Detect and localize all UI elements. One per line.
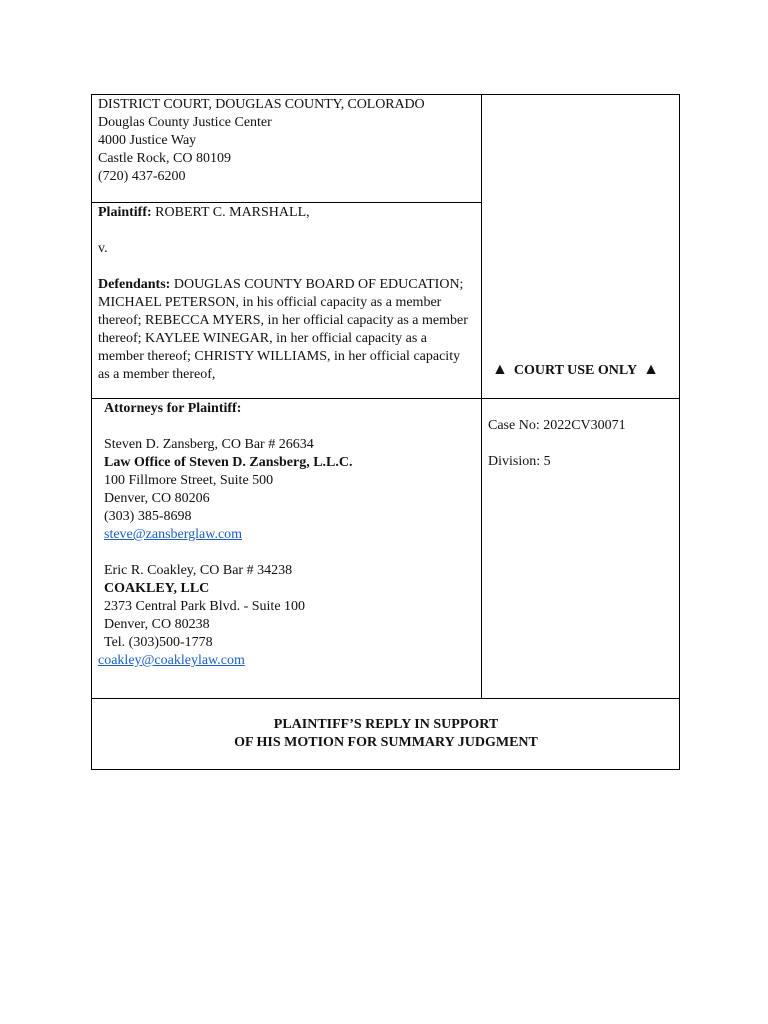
parties-section-divider bbox=[92, 398, 680, 399]
defendants-block bbox=[98, 276, 468, 384]
court-use-text: COURT USE ONLY bbox=[513, 363, 638, 378]
division: Division: 5 bbox=[488, 454, 551, 469]
court-use-only-label bbox=[492, 361, 672, 380]
attorney-2-email-link[interactable]: coakley@coakleylaw.com bbox=[98, 653, 245, 668]
attorney-1-street: 100 Fillmore Street, Suite 500 bbox=[104, 473, 274, 488]
attorney-1-phone: (303) 385-8698 bbox=[104, 509, 192, 524]
title-section-divider bbox=[92, 698, 680, 699]
attorney-1-name: Steven D. Zansberg, CO Bar # 26634 bbox=[104, 437, 314, 452]
plaintiff-line bbox=[98, 204, 476, 222]
defendants-text: DOUGLAS COUNTY BOARD OF EDUCATION; MICHAEL PETERSON, in his official capacity as a member thereof; REBECCA MYERS, in her official capacity as a member thereof; KAYLEE WINEGAR, in her official capacity as a member thereof; CHRISTY WILLIAMS, in her official capacity as a member thereof, bbox=[98, 277, 468, 382]
document-title bbox=[92, 716, 680, 752]
attorney-2-phone: Tel. (303)500-1778 bbox=[104, 635, 213, 650]
document-title-line-1: PLAINTIFF’S REPLY IN SUPPORT bbox=[273, 717, 499, 732]
case-info bbox=[488, 417, 626, 471]
attorney-2-street: 2373 Central Park Blvd. - Suite 100 bbox=[104, 599, 306, 614]
court-street: 4000 Justice Way bbox=[98, 133, 197, 148]
triangle-up-icon: ▲ bbox=[492, 361, 508, 378]
attorney-2-firm: COAKLEY, LLC bbox=[104, 581, 210, 596]
plaintiff-name: ROBERT C. MARSHALL, bbox=[155, 205, 310, 220]
attorney-1-email-link[interactable]: steve@zansberglaw.com bbox=[104, 527, 243, 542]
case-caption-table bbox=[91, 94, 680, 770]
triangle-up-icon: ▲ bbox=[643, 361, 659, 378]
plaintiff-label: Plaintiff: bbox=[98, 205, 152, 220]
versus-text: v. bbox=[98, 241, 108, 256]
court-building: Douglas County Justice Center bbox=[98, 115, 272, 130]
attorney-2-name: Eric R. Coakley, CO Bar # 34238 bbox=[104, 563, 293, 578]
attorneys-heading: Attorneys for Plaintiff: bbox=[104, 401, 242, 416]
case-number: Case No: 2022CV30071 bbox=[488, 418, 626, 433]
attorney-2-city: Denver, CO 80238 bbox=[104, 617, 210, 632]
court-phone: (720) 437-6200 bbox=[98, 169, 186, 184]
defendants-label: Defendants: bbox=[98, 277, 171, 292]
attorney-1-firm: Law Office of Steven D. Zansberg, L.L.C. bbox=[104, 455, 353, 470]
court-section-divider bbox=[92, 202, 481, 203]
attorney-1-city: Denver, CO 80206 bbox=[104, 491, 210, 506]
parties-section bbox=[98, 204, 476, 384]
court-city: Castle Rock, CO 80109 bbox=[98, 151, 231, 166]
caption-column-divider bbox=[481, 95, 482, 699]
attorneys-section bbox=[98, 400, 353, 670]
court-info bbox=[98, 96, 425, 186]
document-title-line-2: OF HIS MOTION FOR SUMMARY JUDGMENT bbox=[234, 735, 538, 750]
court-name: DISTRICT COURT, DOUGLAS COUNTY, COLORADO bbox=[98, 97, 425, 112]
